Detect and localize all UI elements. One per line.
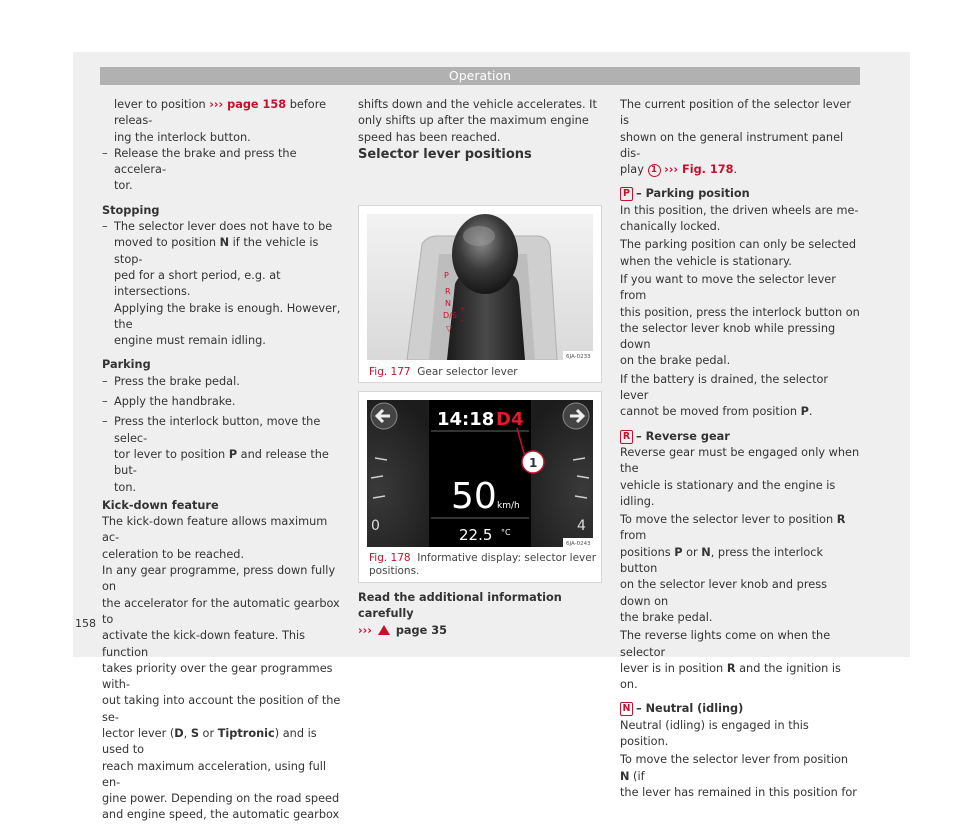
text-line: and engine speed, the automatic gearbox xyxy=(102,808,340,822)
text-line: In any gear programme, press down fully on xyxy=(102,564,336,594)
text-line: Neutral (idling) is engaged in this position. xyxy=(620,718,809,748)
text-line: The kick-down feature allows maximum ac- xyxy=(102,515,328,545)
text-line: chanically locked. xyxy=(620,220,721,234)
figure-code: 6JA-0243 xyxy=(566,541,591,547)
callout-number: 1 xyxy=(529,456,538,470)
list-item: – The selector lever does not have to be xyxy=(102,220,333,234)
text-line: vehicle is stationary and the engine is idling. xyxy=(620,478,836,508)
svg-text:4: 4 xyxy=(577,518,586,534)
page-reference-link[interactable]: ››› page 158 xyxy=(209,98,287,111)
display-temperature: 22.5 xyxy=(459,526,493,544)
list-item: – Press the brake pedal. xyxy=(102,374,240,388)
text-line: the brake pedal. xyxy=(620,610,713,624)
text-line: If you want to move the selector lever from xyxy=(620,272,836,303)
text-line: To move the selector lever from position N (if xyxy=(620,753,849,783)
text-line: shifts down and the vehicle accelerates. It xyxy=(358,98,597,111)
callout-1-icon: 1 xyxy=(648,164,661,177)
display-speed-unit: km/h xyxy=(497,501,520,511)
figure-caption: Fig. 178 Informative display: selector lever positions. xyxy=(369,552,597,577)
gear-letter-ds: D/S xyxy=(443,311,457,320)
display-time: 14:18 xyxy=(437,409,495,430)
gear-letter-p: P xyxy=(444,271,449,280)
gear-letter-triangle: ▽ xyxy=(446,324,453,333)
text-line: lever is in position R and the ignition is on. xyxy=(620,661,841,692)
figure-reference-link[interactable]: ››› Fig. 178 xyxy=(664,163,734,177)
text-line: celeration to be reached. xyxy=(102,547,245,561)
instrument-display-image xyxy=(367,400,593,547)
section-heading: Selector lever positions xyxy=(358,146,532,162)
subheading-parking: Parking xyxy=(102,358,151,372)
text-line: play 1 ››› Fig. 178. xyxy=(620,163,738,177)
list-item: – Press the interlock button, move the selec- xyxy=(102,415,321,445)
text-line: Reverse gear must be engaged only when the xyxy=(620,445,860,476)
list-item: – Apply the handbrake. xyxy=(102,395,236,409)
text-line: speed has been reached. xyxy=(358,130,501,144)
text-line: lector lever (D, S or Tiptronic) and is used to xyxy=(102,726,317,757)
read-notice xyxy=(358,590,600,639)
display-temperature-unit: °C xyxy=(501,528,511,537)
figure-177 xyxy=(358,205,602,383)
text-line: ped for a short period, e.g. at intersections. xyxy=(114,268,281,299)
text-line: ing the interlock button. xyxy=(114,130,251,144)
figure-178 xyxy=(358,391,602,583)
svg-text:+: + xyxy=(460,306,466,313)
text-line: the selector lever knob while pressing down xyxy=(620,321,836,352)
text-line: the lever has remained in this position for xyxy=(620,785,857,799)
figure-code: 6JA-0233 xyxy=(566,354,591,360)
text-line: out taking into account the position of the se- xyxy=(102,694,341,724)
text-line: this position, press the interlock button on xyxy=(620,305,860,319)
column-1 xyxy=(102,97,345,824)
subheading-stopping: Stopping xyxy=(102,203,160,217)
text-line: moved to position N if the vehicle is stop- xyxy=(114,236,319,266)
key-p-icon: P xyxy=(620,187,633,201)
text-line: The parking position can only be selected xyxy=(620,238,857,252)
text-line: activate the kick-down feature. This function xyxy=(102,629,306,659)
figure-caption: Fig. 177 Gear selector lever xyxy=(369,366,518,378)
text-line: tor. xyxy=(114,179,133,193)
text-line: on the brake pedal. xyxy=(620,354,731,368)
text-line: takes priority over the gear programmes with- xyxy=(102,661,333,692)
text-line: the accelerator for the automatic gearbox to xyxy=(102,596,340,626)
warning-icon xyxy=(378,625,390,635)
text-line: ››› page 35 xyxy=(358,623,447,637)
text-line: reach maximum acceleration, using full en- xyxy=(102,759,327,789)
text-line: positions P or N, press the interlock button xyxy=(620,545,824,576)
text-line: ton. xyxy=(114,480,137,494)
key-n-icon: N xyxy=(620,702,633,716)
text-line: shown on the general instrument panel dis- xyxy=(620,130,844,160)
gear-selector-image xyxy=(367,214,593,360)
text-line: tor lever to position P and release the but- xyxy=(114,447,329,478)
key-heading-p: P – Parking position xyxy=(620,186,860,202)
key-heading-n: N – Neutral (idling) xyxy=(620,701,860,717)
page-reference-link[interactable]: page 35 xyxy=(395,623,447,637)
text-line: lever to position ››› page 158 before releas- xyxy=(114,98,327,128)
column-3 xyxy=(620,97,860,801)
text-line: The current position of the selector lever is xyxy=(620,98,851,128)
list-item: – Release the brake and press the accelera- xyxy=(102,146,297,177)
page-header: Operation xyxy=(100,67,860,85)
subheading-kick-down: Kick-down feature xyxy=(102,498,219,512)
svg-text:–: – xyxy=(460,317,463,324)
svg-text:0: 0 xyxy=(371,518,380,534)
text-line: Read the additional information carefully xyxy=(358,591,562,621)
display-speed: 50 xyxy=(451,476,497,517)
gear-letter-r: R xyxy=(445,287,451,296)
key-r-icon: R xyxy=(620,430,633,444)
text-line: engine must remain idling. xyxy=(114,334,266,348)
column-2 xyxy=(358,97,600,164)
text-line: when the vehicle is stationary. xyxy=(620,254,792,268)
text-line: only shifts up after the maximum engine xyxy=(358,114,589,128)
text-line: If the battery is drained, the selector lever xyxy=(620,372,829,403)
text-line: To move the selector lever to position R from xyxy=(620,513,846,543)
page-number: 158 xyxy=(75,617,96,630)
display-gear: D4 xyxy=(496,409,524,430)
text-line: cannot be moved from position P. xyxy=(620,405,813,419)
text-line: Applying the brake is enough. However, the xyxy=(114,301,341,331)
key-heading-r: R – Reverse gear xyxy=(620,429,860,445)
text-line: In this position, the driven wheels are me- xyxy=(620,203,859,217)
text-line: gine power. Depending on the road speed xyxy=(102,792,340,806)
gear-letter-n: N xyxy=(445,299,451,308)
text-line: The reverse lights come on when the selector xyxy=(620,629,831,659)
text-line: on the selector lever knob and press down on xyxy=(620,578,827,608)
